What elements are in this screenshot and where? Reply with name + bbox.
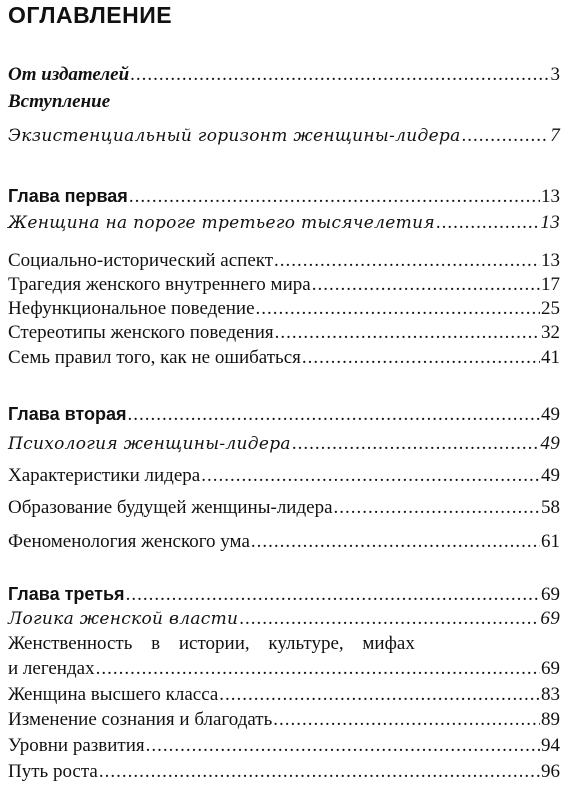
toc-chapter-title: Глава вторая	[8, 404, 127, 424]
toc-page-number: 41	[541, 347, 560, 368]
toc-entry-title: и легендах	[8, 658, 95, 679]
leader-dots	[99, 760, 540, 784]
toc-entry-title: Образование будущей женщины-лидера	[8, 497, 333, 518]
toc-page-number: 69	[540, 608, 560, 629]
toc-page-number: 49	[540, 433, 560, 454]
toc-entry-title: Феноменология женского ума	[8, 531, 250, 552]
toc-entry-title: Экзистенциальный горизонт женщины-лидера	[8, 126, 461, 146]
toc-entry-title: От издателей	[8, 64, 130, 85]
toc-entry-title: Психология женщины-лидера	[8, 434, 291, 454]
toc-page-number: 96	[541, 761, 560, 782]
leader-dots	[146, 734, 540, 758]
leader-dots	[219, 683, 540, 707]
toc-page-number: 49	[541, 404, 560, 425]
toc-entry-title: Изменение сознания и благодать	[8, 709, 273, 730]
toc-entry-levels[interactable]	[8, 734, 560, 758]
leader-dots	[334, 496, 540, 520]
leader-dots	[239, 607, 539, 631]
leader-dots	[201, 464, 540, 488]
toc-entry-stereotypes[interactable]	[8, 321, 560, 345]
toc-entry-title: Путь роста	[8, 761, 98, 782]
toc-entry-logic-power[interactable]	[8, 607, 560, 631]
toc-entry-from-publishers[interactable]	[8, 63, 560, 87]
toc-entry-title: Стереотипы женского поведения	[8, 322, 274, 343]
toc-chapter-one[interactable]	[8, 184, 560, 209]
leader-dots	[128, 403, 540, 427]
toc-page-number: 83	[541, 684, 560, 705]
toc-entry-title: Женщина на пороге третьего тысячелетия	[8, 213, 435, 233]
leader-dots	[126, 583, 540, 607]
toc-page-number: 94	[541, 735, 560, 756]
toc-entry-woman-third-millennium[interactable]	[8, 211, 560, 235]
toc-page-number: 61	[541, 531, 560, 552]
toc-entry-title: Семь правил того, как не ошибаться	[8, 347, 301, 368]
leader-dots	[312, 273, 540, 297]
leader-dots	[130, 63, 549, 87]
toc-entry-title: Логика женской власти	[8, 609, 239, 629]
leader-dots	[292, 432, 540, 456]
toc-page-number: 3	[550, 64, 560, 85]
toc-page-number: 69	[541, 658, 560, 679]
leader-dots	[256, 297, 540, 321]
toc-page-number: 13	[541, 186, 560, 207]
leader-dots	[462, 124, 550, 148]
leader-dots	[96, 657, 540, 681]
toc-entry-leader-characteristics[interactable]	[8, 464, 560, 488]
toc-page-number: 49	[541, 465, 560, 486]
toc-page-number: 13	[540, 212, 560, 233]
leader-dots	[274, 249, 540, 273]
toc-page-number: 58	[541, 497, 560, 518]
leader-dots	[275, 321, 540, 345]
toc-chapter-three[interactable]	[8, 582, 560, 607]
toc-page-number: 13	[541, 250, 560, 271]
toc-entry-title: Социально-исторический аспект	[8, 250, 274, 271]
toc-entry-title: Нефункциональное поведение	[8, 298, 255, 319]
toc-entry-phenomenology[interactable]	[8, 530, 560, 554]
toc-chapter-two[interactable]	[8, 402, 560, 427]
toc-entry-title: Женственность в истории, культуре, мифах	[8, 633, 415, 654]
toc-entry-title: Уровни развития	[8, 735, 145, 756]
toc-page-number: 32	[541, 322, 560, 343]
toc-entry-high-class[interactable]	[8, 683, 560, 707]
toc-entry-nonfunctional[interactable]	[8, 297, 560, 321]
toc-entry-growth[interactable]	[8, 760, 560, 784]
toc-entry-introduction[interactable]: Вступление	[8, 91, 111, 112]
toc-entry-title: Женщина высшего класса	[8, 684, 219, 705]
toc-entry-seven-rules[interactable]	[8, 346, 560, 370]
toc-page-number: 25	[541, 298, 560, 319]
toc-entry-femininity-line1[interactable]	[8, 632, 560, 656]
toc-entry-femininity-line2[interactable]	[8, 657, 560, 681]
leader-dots	[436, 211, 540, 235]
toc-page-number: 17	[541, 274, 560, 295]
toc-entry-consciousness[interactable]	[8, 708, 560, 732]
toc-entry-existential-horizon[interactable]	[8, 124, 560, 148]
leader-dots	[129, 185, 540, 209]
toc-chapter-title: Глава третья	[8, 584, 125, 604]
toc-page-number: 89	[541, 709, 560, 730]
toc-page-number: 69	[541, 584, 560, 605]
leader-dots	[273, 708, 540, 732]
toc-entry-psychology-leader[interactable]	[8, 432, 560, 456]
toc-chapter-title: Глава первая	[8, 186, 128, 206]
toc-entry-social-historical[interactable]	[8, 249, 560, 273]
toc-entry-title: Характеристики лидера	[8, 465, 201, 486]
toc-entry-tragedy[interactable]	[8, 273, 560, 297]
toc-entry-title: Трагедия женского внутреннего мира	[8, 274, 311, 295]
leader-dots	[251, 530, 540, 554]
toc-entry-education[interactable]	[8, 496, 560, 520]
toc-page-number: 7	[550, 125, 560, 146]
page-title: ОГЛАВЛЕНИЕ	[8, 2, 173, 28]
leader-dots	[302, 346, 540, 370]
